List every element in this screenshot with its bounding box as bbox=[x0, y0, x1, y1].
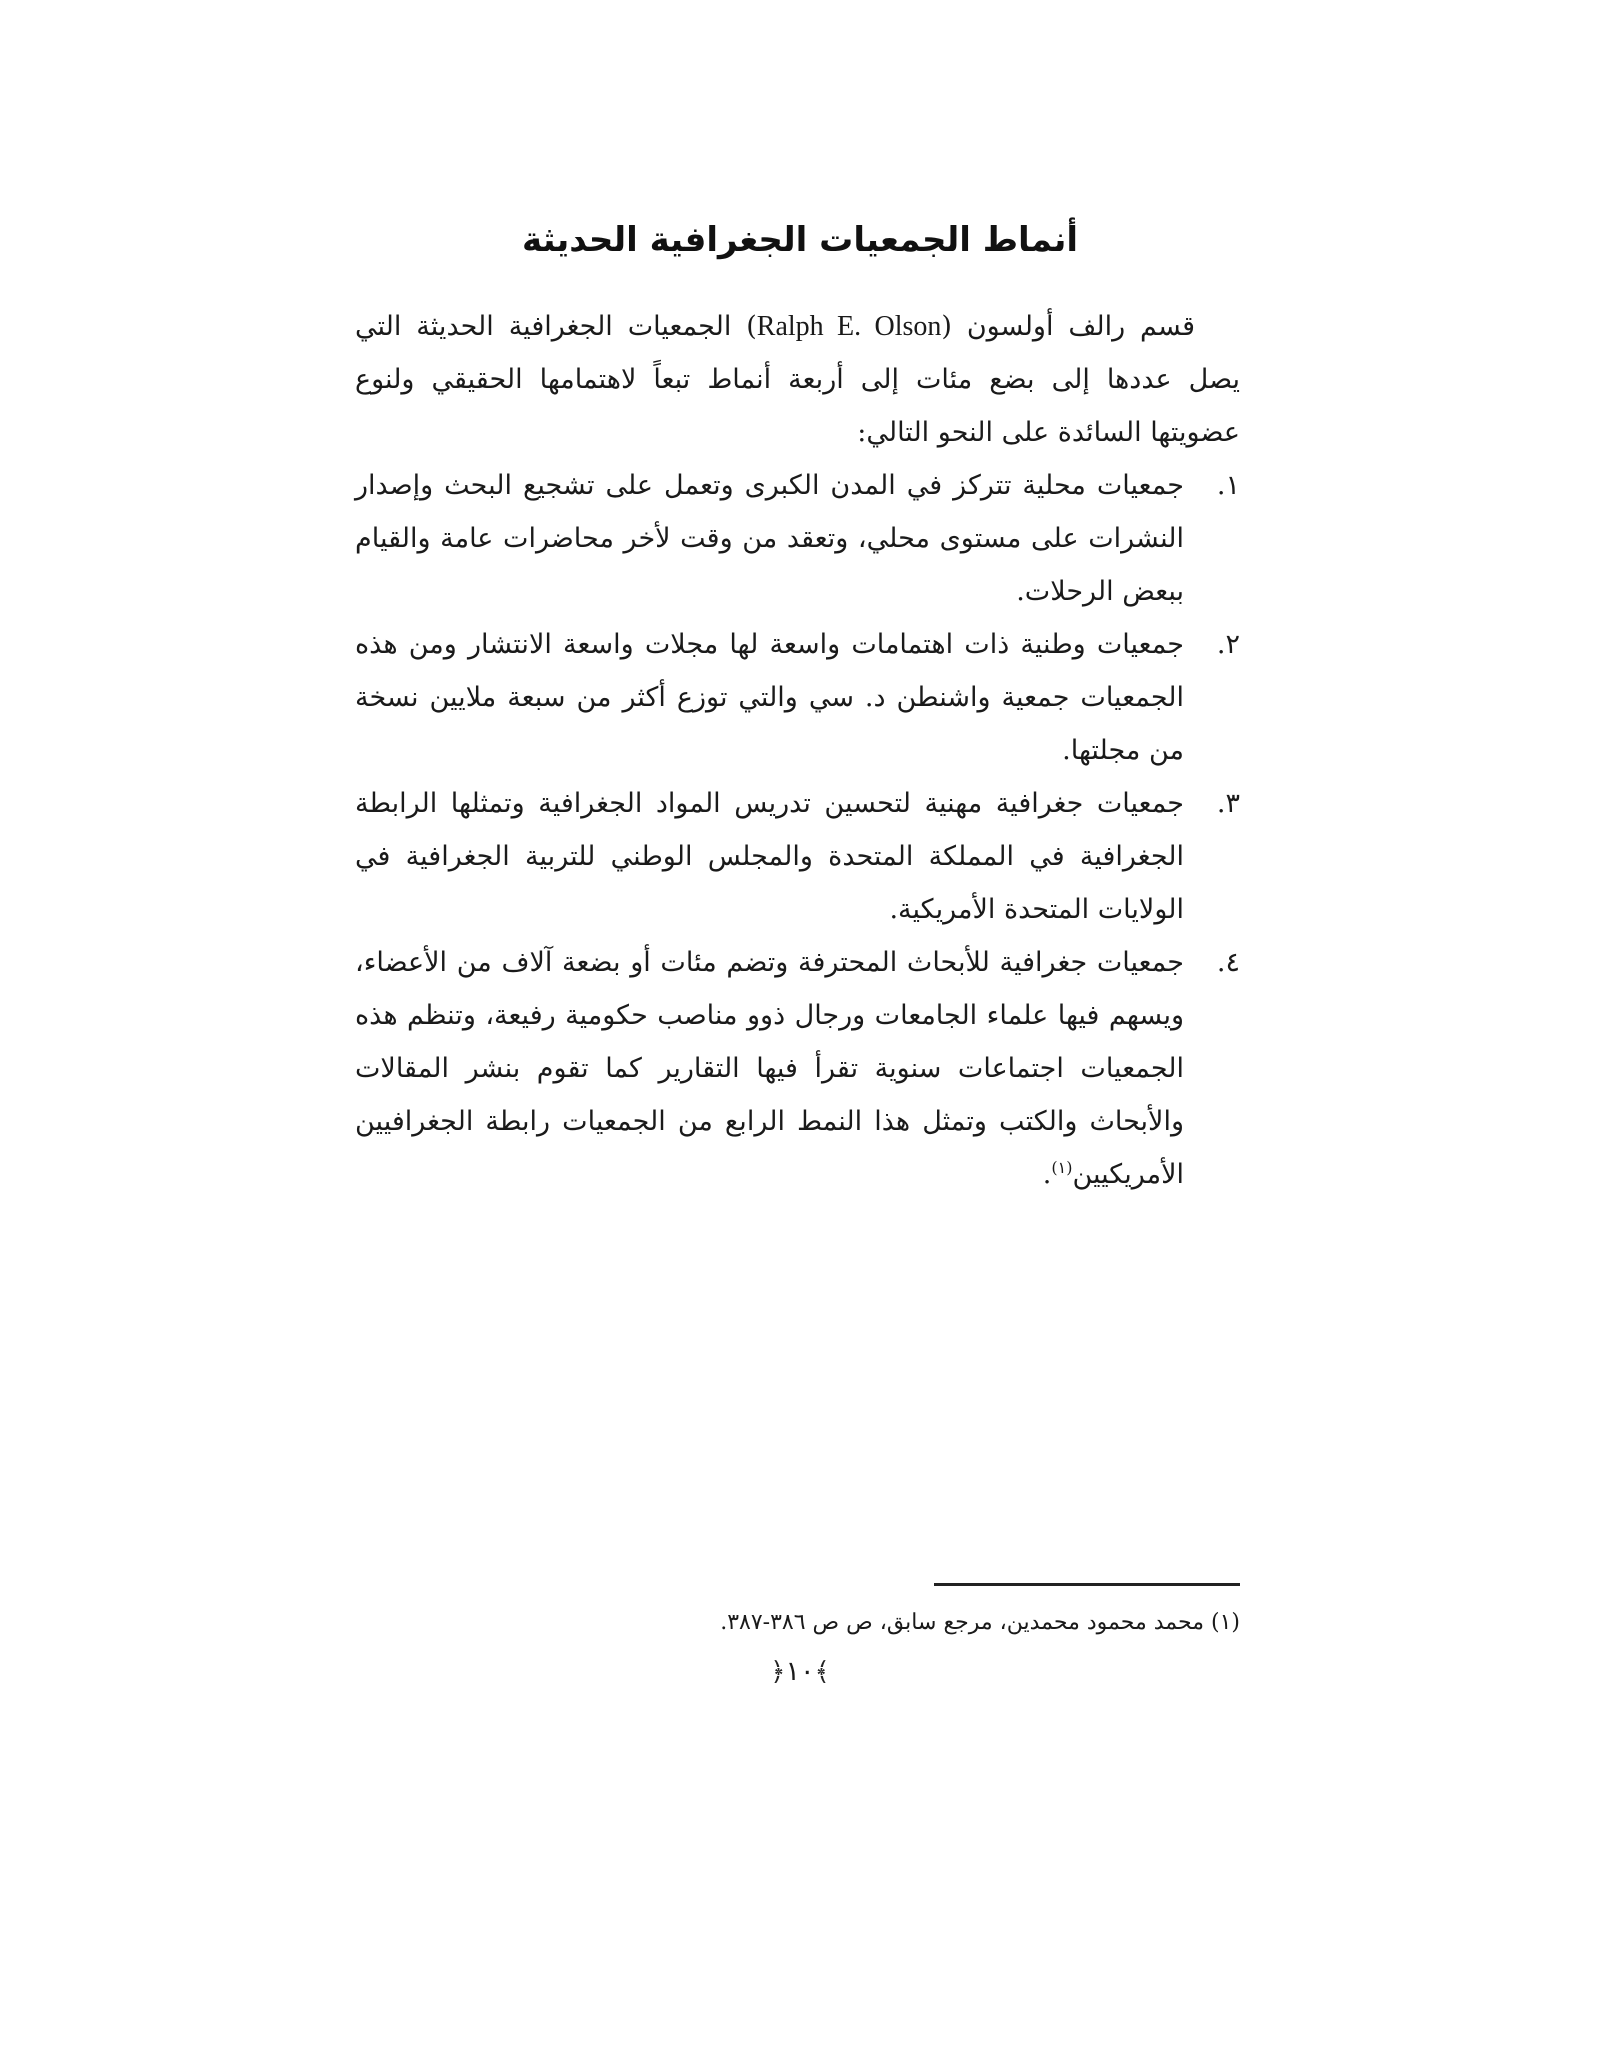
list-item-text: جمعيات جغرافية للأبحاث المحترفة وتضم مئات أو بضعة آلاف من الأعضاء، ويسهم فيها علماء الجامعات ورجال ذوو مناصب حكومية رفيعة، وتنظم هذه الجمعيات اجتماعات سنوية تقرأ فيها التقارير كما تقوم بنشر المقالات والأبحاث والكتب وتمثل هذا النمط الرابع من الجمعيات رابطة الجغرافيين الأمريكيين bbox=[355, 947, 1184, 1190]
page-title: أنماط الجمعيات الجغرافية الحديثة bbox=[521, 219, 1079, 260]
list-item-text: جمعيات وطنية ذات اهتمامات واسعة لها مجلات واسعة الانتشار ومن هذه الجمعيات جمعية واشنطن د. سي والتي توزع أكثر من سبعة ملايين نسخة من مجلتها. bbox=[355, 629, 1184, 766]
intro-latin-name: Ralph E. Olson bbox=[756, 311, 942, 342]
list-item-number: ١. bbox=[1216, 470, 1240, 501]
intro-text-after: ) الجمعيات الجغرافية الحديثة التي يصل عددها إلى بضع مئات إلى أربعة أنماط تبعاً لاهتمامها الحقيقي ولنوع عضويتها السائدة على النحو التالي: bbox=[355, 311, 1240, 448]
patterns-list bbox=[355, 459, 1240, 1201]
page-number-ornament-right: ﴾ bbox=[814, 1657, 830, 1687]
list-item-end-punctuation: . bbox=[1042, 1159, 1052, 1190]
list-item-text: جمعيات محلية تتركز في المدن الكبرى وتعمل على تشجيع البحث وإصدار النشرات على مستوى محلي، وتعقد من وقت لأخر محاضرات عامة والقيام ببعض الرحلات. bbox=[355, 470, 1184, 607]
list-item bbox=[355, 618, 1240, 777]
list-item bbox=[355, 936, 1240, 1201]
list-item bbox=[355, 459, 1240, 618]
list-item-text: جمعيات جغرافية مهنية لتحسين تدريس المواد الجغرافية وتمثلها الرابطة الجغرافية في المملكة المتحدة والمجلس الوطني للتربية الجغرافية في الولايات المتحدة الأمريكية. bbox=[355, 788, 1184, 925]
list-item-number: ٣. bbox=[1216, 788, 1240, 819]
list-item-text-wrapper bbox=[355, 936, 1184, 1201]
intro-text-before: قسم رالف أولسون ( bbox=[941, 311, 1196, 342]
list-item bbox=[355, 777, 1240, 936]
page-number-ornament-left: ﴿ bbox=[770, 1657, 786, 1687]
page-number: ١٠ bbox=[785, 1656, 815, 1687]
footnote-reference[interactable]: (١) bbox=[1051, 1158, 1073, 1177]
list-item-number: ٤. bbox=[1216, 947, 1240, 978]
list-item-number: ٢. bbox=[1216, 629, 1240, 660]
footnote-divider bbox=[934, 1583, 1240, 1586]
page-number-block bbox=[700, 1650, 900, 1694]
footnote: (١) محمد محمود محمدين، مرجع سابق، ص ص ٣٨٦-٣٨٧. bbox=[720, 1610, 1240, 1635]
body-text bbox=[355, 300, 1240, 1201]
intro-paragraph bbox=[355, 300, 1240, 459]
